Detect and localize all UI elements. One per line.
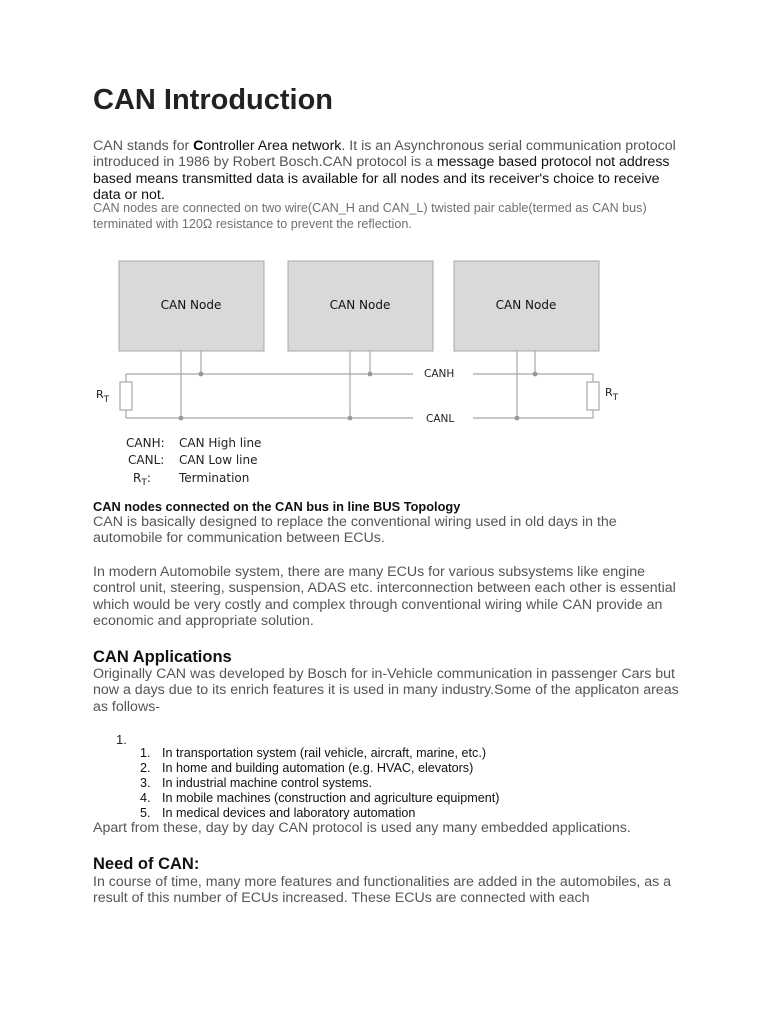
- canl-label: CANL: [426, 413, 455, 425]
- termination-resistor-right: [587, 374, 599, 418]
- node-connections: [181, 351, 535, 418]
- outer-list-number: 1.: [116, 732, 127, 747]
- can-node-1: [119, 261, 264, 351]
- paragraph-modern-automobile: In modern Automobile system, there are many ECUs for various subsystems like engine control unit, steering, suspension, ADAS etc. interconnection between each other is essential which would be very costly and complex through conventional wiring while CAN provide an economic and appropriate solution.: [93, 564, 676, 629]
- list-item: 4. In mobile machines (construction and agriculture equipment): [140, 790, 500, 805]
- rt-label-left: $R_T$: [96, 388, 110, 405]
- paragraph-replace-wiring: CAN is basically designed to replace the conventional wiring used in old days in the automobile for communication between ECUs.: [93, 514, 617, 547]
- svg-text:CAN Node: CAN Node: [495, 298, 557, 312]
- termination-resistor-left: [120, 374, 132, 418]
- can-bus-diagram: [93, 252, 633, 497]
- list-item: 2. In home and building automation (e.g. HVAC, elevators): [140, 760, 474, 775]
- legend-key: $R_T$:: [133, 471, 151, 488]
- rt-label-right: $R_T$: [605, 386, 619, 403]
- diagram-legend: [126, 436, 261, 488]
- can-node-2: [288, 261, 433, 351]
- can-node-3: [454, 261, 599, 351]
- svg-text:CAN Node: CAN Node: [329, 298, 391, 312]
- list-item: 3. In industrial machine control systems.: [140, 775, 372, 790]
- applications-list: [140, 746, 499, 821]
- applications-after-text: Apart from these, day by day CAN protocol is used any many embedded applications.: [93, 820, 631, 836]
- svg-text:CAN Node: CAN Node: [160, 298, 222, 312]
- legend-value: Termination: [179, 471, 250, 485]
- list-item: 5. In medical devices and laboratory automation: [140, 805, 416, 820]
- applications-text: Originally CAN was developed by Bosch for in-Vehicle communication in passenger Cars but now a days due to its enrich features it is used in many industry.Some of the applicaton areas as follows-: [93, 666, 679, 715]
- applications-heading: CAN Applications: [93, 648, 232, 666]
- legend-key: CANL:: [128, 453, 165, 467]
- legend-key: CANH:: [126, 436, 165, 450]
- need-text: In course of time, many more features and functionalities are added in the automobiles, as a result of this number of ECUs increased. These ECUs are connected with each: [93, 874, 672, 907]
- junction-dots: [179, 372, 538, 421]
- canh-label: CANH: [424, 368, 455, 380]
- figure-caption: CAN nodes connected on the CAN bus in line BUS Topology: [93, 499, 461, 514]
- legend-value: CAN Low line: [179, 453, 258, 467]
- page-title: CAN Introduction: [93, 84, 334, 116]
- intro-paragraph: CAN stands for Controller Area network. It is an Asynchronous serial communication protocol introduced in 1986 by Robert Bosch.CAN protocol is a message based protocol not address based means transmitted data is available for all nodes and its receiver's choice to receive data or not.: [93, 138, 676, 203]
- legend-value: CAN High line: [179, 436, 262, 450]
- list-item: 1. In transportation system (rail vehicle, aircraft, marine, etc.): [140, 746, 487, 760]
- need-heading: Need of CAN:: [93, 855, 200, 873]
- nodes-note: CAN nodes are connected on two wire(CAN_H and CAN_L) twisted pair cable(termed as CAN bus) terminated with 120Ω resistance to prevent the reflection.: [93, 201, 647, 231]
